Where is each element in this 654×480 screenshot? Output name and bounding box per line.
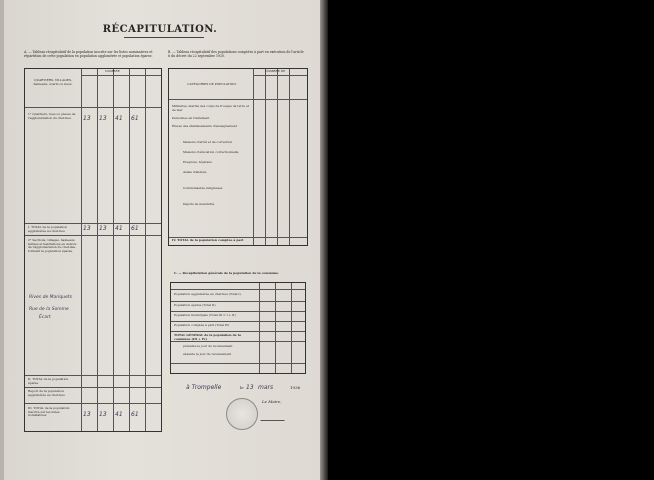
table-a-row2-label: 2° Sections, villages, hameaux, fermes et habitations en dehors de l'agglomération du chef-lieu, formant la population éparse. <box>28 238 77 253</box>
table-a-total1-value-3: 41 <box>115 225 123 232</box>
table-c-row-7: absente le jour du recensement <box>183 352 232 356</box>
table-b-row-3: Élèves des établissements d'enseignement <box>172 124 237 128</box>
table-a-row1-value-4: 61 <box>131 115 139 122</box>
table-a-report-label: Report de la population agglomérée au chef-lieu <box>28 389 65 397</box>
signature-date-prefix: le <box>240 385 244 390</box>
table-a-total1-value-2: 13 <box>99 225 107 232</box>
table-a-total3-value-1: 13 <box>83 411 91 418</box>
table-b-row-7: Asiles d'aliénés <box>183 170 207 174</box>
table-a <box>24 68 162 432</box>
table-b-row-9: Dépôts de mendicité <box>183 202 215 206</box>
table-a-handwritten-1: Rives de Mariquets <box>29 295 72 300</box>
table-a-handwritten-3: Écart <box>39 315 51 320</box>
table-b-row-4: Maisons d'arrêt et de correction <box>183 140 233 144</box>
table-b-row-1: Militaires, marins des corps de troupes de terre et de mer <box>172 104 249 112</box>
table-a-total3-value-4: 61 <box>131 411 139 418</box>
table-c-row-1: Population agglomérée au chef-lieu (Total I) <box>174 292 241 296</box>
table-c-row-6: présente le jour du recensement <box>183 344 233 348</box>
table-c-row-2: Population éparse (Total II) <box>174 303 216 307</box>
table-c-row-3: Population municipale (Total III = I + II) <box>174 313 236 317</box>
section-b-heading: B. — Tableau récapitulatif des populations comptées à part en exécution de l'article 6 du décret du 22 septembre 1920. <box>168 50 304 58</box>
table-b-row-6: Hospices, hôpitaux <box>183 160 212 164</box>
table-c <box>170 282 306 374</box>
table-a-header-left: QUARTIERS, VILLAGES, hameaux, écarts ou lieux. <box>33 78 73 86</box>
table-a-row1-label: 1° Quartiers, rues ou places de l'agglomération du chef-lieu. <box>28 112 76 120</box>
mairie-stamp <box>226 398 258 430</box>
table-a-total1-value-1: 13 <box>83 225 91 232</box>
title-rule <box>124 37 204 38</box>
signature-date-month: mars <box>258 384 274 391</box>
table-a-total3-label: III. TOTAL de la population inscrite sur les listes nominatives <box>28 406 70 418</box>
table-b-header-group: NOMBRE DE <box>265 69 286 73</box>
table-b-row-5: Maisons d'éducation correctionnelle <box>183 150 239 154</box>
document-page <box>0 0 320 480</box>
mayor-signature <box>260 412 287 421</box>
table-c-row-4: Population comptée à part (Total IV) <box>174 323 230 327</box>
table-c-row-5: TOTAL GÉNÉRAL de la population de la commune (III + IV) <box>174 333 241 341</box>
signature-place: à Trompelle <box>186 384 222 391</box>
table-b-header-left: CATÉGORIES DE POPULATION. <box>187 82 237 86</box>
page-shadow <box>320 0 328 480</box>
section-a-heading: A. — Tableau récapitulatif de la population inscrite sur les listes nominatives et répartition de cette population en population agglomérée et population éparse. <box>24 50 153 58</box>
table-a-row1-value-1: 13 <box>83 115 91 122</box>
table-a-total1-label: I. TOTAL de la population agglomérée au chef-lieu <box>28 225 68 233</box>
table-a-row1-value-3: 41 <box>115 115 123 122</box>
table-b-total: IV. TOTAL de la population comptée à part <box>172 238 244 242</box>
page-edge <box>0 0 4 480</box>
table-b-row-8: Communautés religieuses <box>183 186 223 190</box>
section-c-heading: C. — Récapitulation générale de la population de la commune. <box>174 271 280 275</box>
table-a-total3-value-2: 13 <box>99 411 107 418</box>
table-b <box>168 68 308 246</box>
table-a-total2-label: II. TOTAL de la population éparse <box>28 377 69 385</box>
mayor-label: Le Maire, <box>262 399 282 404</box>
table-a-handwritten-2: Rue de la Somme <box>29 307 69 312</box>
table-a-total3-value-3: 41 <box>115 411 123 418</box>
table-a-row1-value-2: 13 <box>99 115 107 122</box>
table-a-header-group: NOMBRE <box>105 69 120 73</box>
signature-year: 1936 <box>290 385 301 390</box>
signature-date-day: 13 <box>246 384 254 391</box>
page-title: RÉCAPITULATION. <box>102 24 218 35</box>
table-b-row-2: Personnes en traitement <box>172 116 210 120</box>
table-a-total1-value-4: 61 <box>131 225 139 232</box>
